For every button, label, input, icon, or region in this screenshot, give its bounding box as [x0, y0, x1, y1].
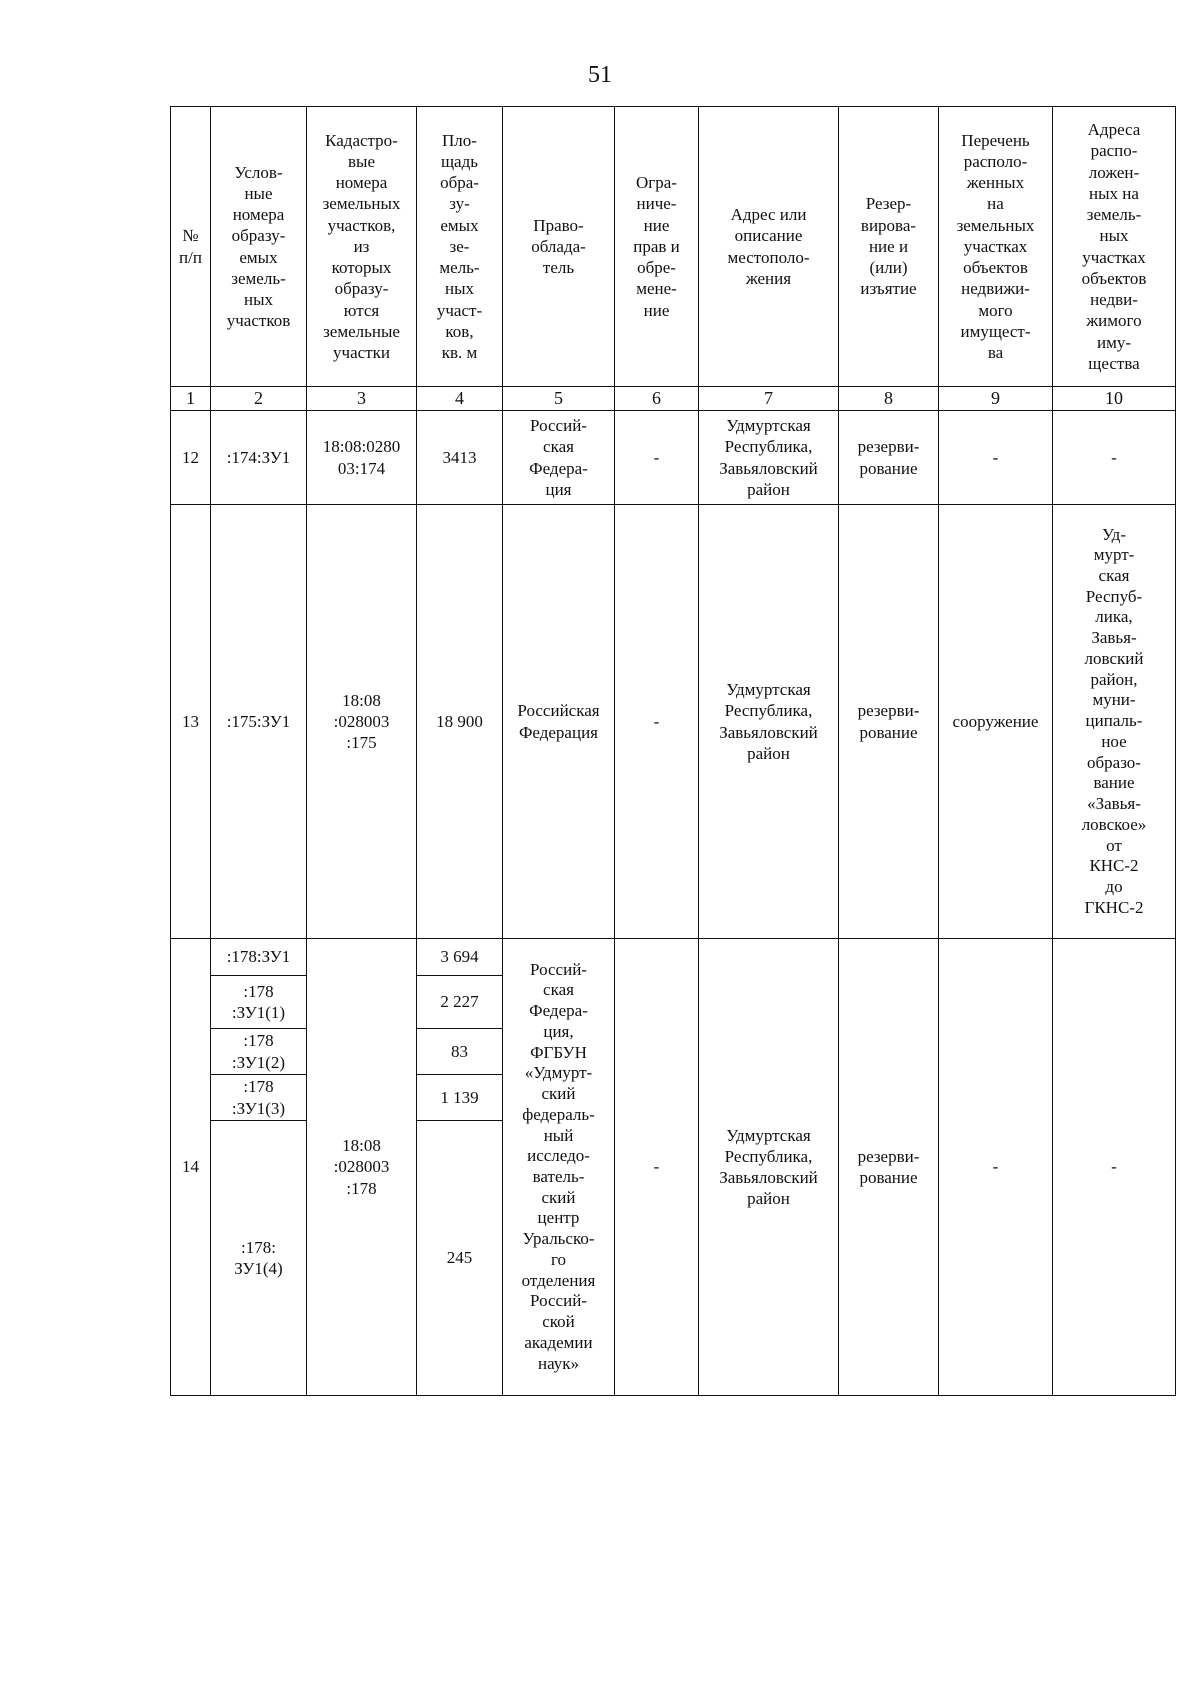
- plot-number: :178:ЗУ1: [211, 939, 307, 976]
- row-number: 13: [171, 505, 211, 939]
- page-number: 51: [588, 62, 612, 88]
- plot-number: :178 :ЗУ1(3): [211, 1075, 307, 1121]
- objects: -: [939, 939, 1053, 1396]
- header-cell: Кадастро- вые номера земельных участков, из которых образу- ются земельные участки: [307, 107, 417, 387]
- plot-number: :178 :ЗУ1(1): [211, 976, 307, 1029]
- area-value: 1 139: [417, 1075, 503, 1121]
- column-number: 3: [307, 387, 417, 411]
- column-number: 5: [503, 387, 615, 411]
- cadastral-number: 18:08:0280 03:174: [307, 411, 417, 505]
- header-cell: Адреса распо- ложен- ных на земель- ных участках объектов недви- жимого иму- щества: [1053, 107, 1176, 387]
- header-cell: Огра- ниче- ние прав и обре- мене- ние: [615, 107, 699, 387]
- column-number: 4: [417, 387, 503, 411]
- header-cell: Право- облада- тель: [503, 107, 615, 387]
- reservation: резерви- рование: [839, 411, 939, 505]
- address: Удмуртская Республика, Завьяловский район: [699, 411, 839, 505]
- table-row: [171, 939, 1176, 976]
- restriction: -: [615, 939, 699, 1396]
- reservation: резерви- рование: [839, 505, 939, 939]
- column-number: 2: [211, 387, 307, 411]
- plot-number: :178 :ЗУ1(2): [211, 1029, 307, 1075]
- cadastral-number: 18:08 :028003 :178: [307, 939, 417, 1396]
- cadastral-number: 18:08 :028003 :175: [307, 505, 417, 939]
- column-number-row: [171, 387, 1176, 411]
- area-value: 2 227: [417, 976, 503, 1029]
- plot-number: :175:ЗУ1: [211, 505, 307, 939]
- column-number: 10: [1053, 387, 1176, 411]
- owner: Россий- ская Федера- ция: [503, 411, 615, 505]
- table-row: [171, 411, 1176, 505]
- restriction: -: [615, 505, 699, 939]
- object-addresses: Уд- мурт- ская Респуб- лика, Завья- ловский район, муни- ципаль- ное образо- вание «Завья- ловское» от КНС-2 до ГКНС-2: [1053, 505, 1176, 939]
- plot-number: :178: ЗУ1(4): [211, 1121, 307, 1396]
- row-number: 12: [171, 411, 211, 505]
- object-addresses: -: [1053, 939, 1176, 1396]
- column-number: 7: [699, 387, 839, 411]
- header-cell: Адрес или описание местополо- жения: [699, 107, 839, 387]
- address: Удмуртская Республика, Завьяловский район: [699, 505, 839, 939]
- header-cell: Услов- ные номера образу- емых земель- ных участков: [211, 107, 307, 387]
- owner: Россий- ская Федера- ция, ФГБУН «Удмурт- ский федераль- ный исследо- ватель- ский центр Уральско- го отделения Россий- ской академии наук»: [503, 939, 615, 1396]
- area-value: 245: [417, 1121, 503, 1396]
- area-value: 3413: [417, 411, 503, 505]
- table-row: [171, 505, 1176, 939]
- land-plots-table: [170, 106, 1176, 1396]
- column-number: 6: [615, 387, 699, 411]
- area-value: 83: [417, 1029, 503, 1075]
- objects: сооружение: [939, 505, 1053, 939]
- header-cell: Резер- вирова- ние и (или) изъятие: [839, 107, 939, 387]
- objects: -: [939, 411, 1053, 505]
- plot-number: :174:ЗУ1: [211, 411, 307, 505]
- header-cell: № п/п: [171, 107, 211, 387]
- header-row: [171, 107, 1176, 387]
- row-number: 14: [171, 939, 211, 1396]
- header-cell: Пло- щадь обра- зу- емых зе- мель- ных участ- ков, кв. м: [417, 107, 503, 387]
- area-value: 18 900: [417, 505, 503, 939]
- owner: Российская Федерация: [503, 505, 615, 939]
- object-addresses: -: [1053, 411, 1176, 505]
- address: Удмуртская Республика, Завьяловский район: [699, 939, 839, 1396]
- column-number: 1: [171, 387, 211, 411]
- header-cell: Перечень располо- женных на земельных участках объектов недвижи- мого имущест- ва: [939, 107, 1053, 387]
- reservation: резерви- рование: [839, 939, 939, 1396]
- area-value: 3 694: [417, 939, 503, 976]
- restriction: -: [615, 411, 699, 505]
- column-number: 9: [939, 387, 1053, 411]
- column-number: 8: [839, 387, 939, 411]
